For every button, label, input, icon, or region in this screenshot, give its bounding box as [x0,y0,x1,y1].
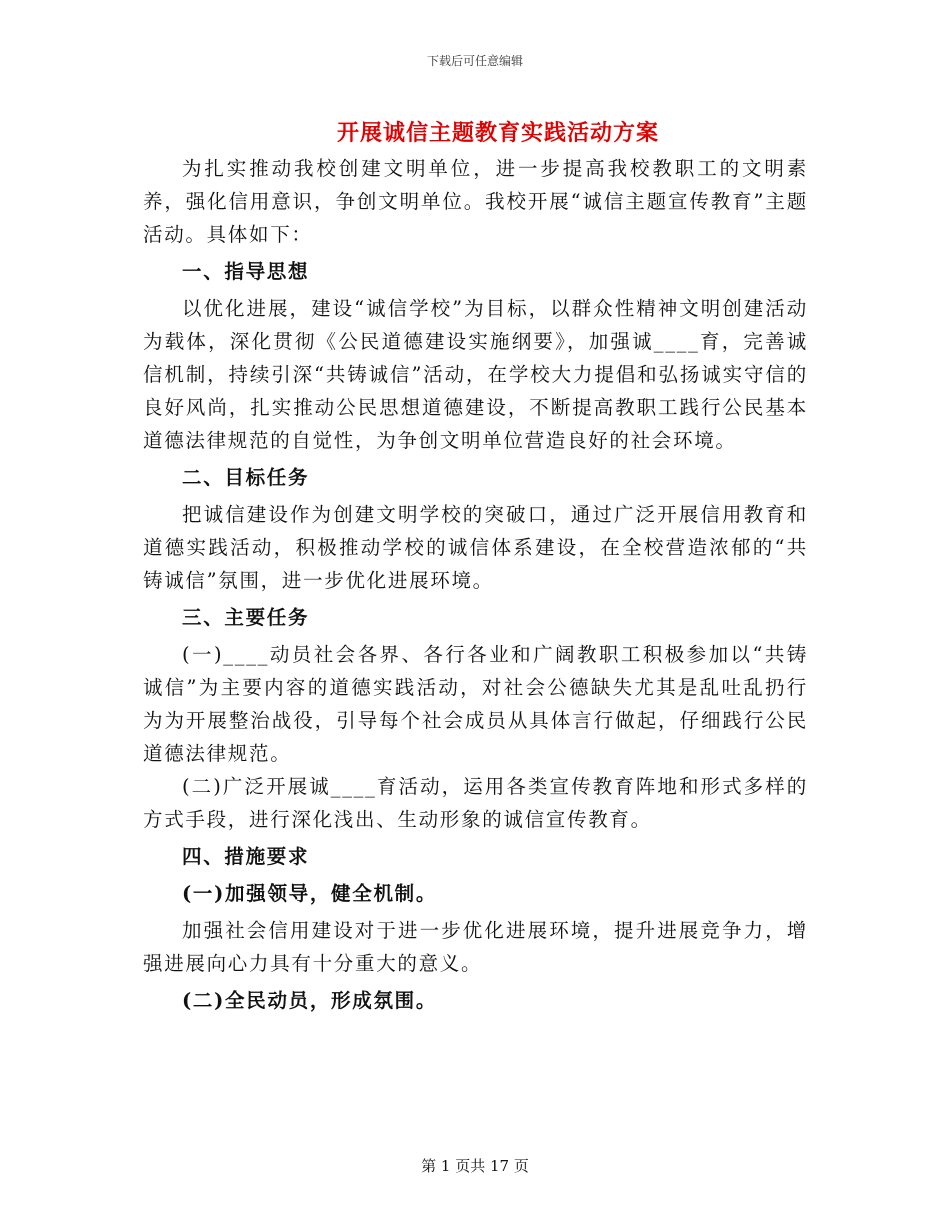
main-tasks-paragraph-1: (一)____动员社会各界、各行各业和广阔教职工积极参加以“共铸诚信”为主要内容的道德实践活动，对社会公德缺失尤其是乱吐乱扔行为为开展整治战役，引导每个社会成员从具体言行做起，仔细践行公民道德法律规范。 [143,643,808,765]
section-heading-measures: 四、措施要求 [182,845,310,868]
measures-subheading-2: (二)全民动员，形成氛围。 [182,989,438,1012]
header-note: 下载后可任意编辑 [426,54,523,68]
section-heading-guiding-ideology: 一、指导思想 [182,260,310,283]
measures-paragraph-1: 加强社会信用建设对于进一步优化进展环境，提升进展竞争力，增强进展向心力具有十分重大的意义。 [143,919,808,975]
section-heading-main-tasks: 三、主要任务 [182,606,310,629]
guiding-ideology-paragraph: 以优化进展，建设“诚信学校”为目标，以群众性精神文明创建活动为载体，深化贯彻《公民道德建设实施纲要》，加强诚____育，完善诚信机制，持续引深“共铸诚信”活动，在学校大力提倡和弘扬诚实守信的良好风尚，扎实推动公民思想道德建设，不断提高教职工践行公民基本道德法律规范的自觉性，为争创文明单位营造良好的社会环境。 [143,297,808,452]
section-heading-goals: 二、目标任务 [182,466,310,489]
page-indicator: 第 1 页共 17 页 [421,1157,529,1175]
intro-paragraph: 为扎实推动我校创建文明单位，进一步提高我校教职工的文明素养，强化信用意识，争创文明单位。我校开展“诚信主题宣传教育”主题活动。具体如下： [143,157,808,246]
goals-paragraph: 把诚信建设作为创建文明学校的突破口，通过广泛开展信用教育和道德实践活动，积极推动学校的诚信体系建设，在全校营造浓郁的“共铸诚信”氛围，进一步优化进展环境。 [143,503,808,592]
measures-subheading-1: (一)加强领导，健全机制。 [182,882,438,905]
document-title: 开展诚信主题教育实践活动方案 [336,120,659,146]
document-body [143,152,808,1021]
main-tasks-paragraph-2: (二)广泛开展诚____育活动，运用各类宣传教育阵地和形式多样的方式手段，进行深化浅出、生动形象的诚信宣传教育。 [143,775,808,831]
